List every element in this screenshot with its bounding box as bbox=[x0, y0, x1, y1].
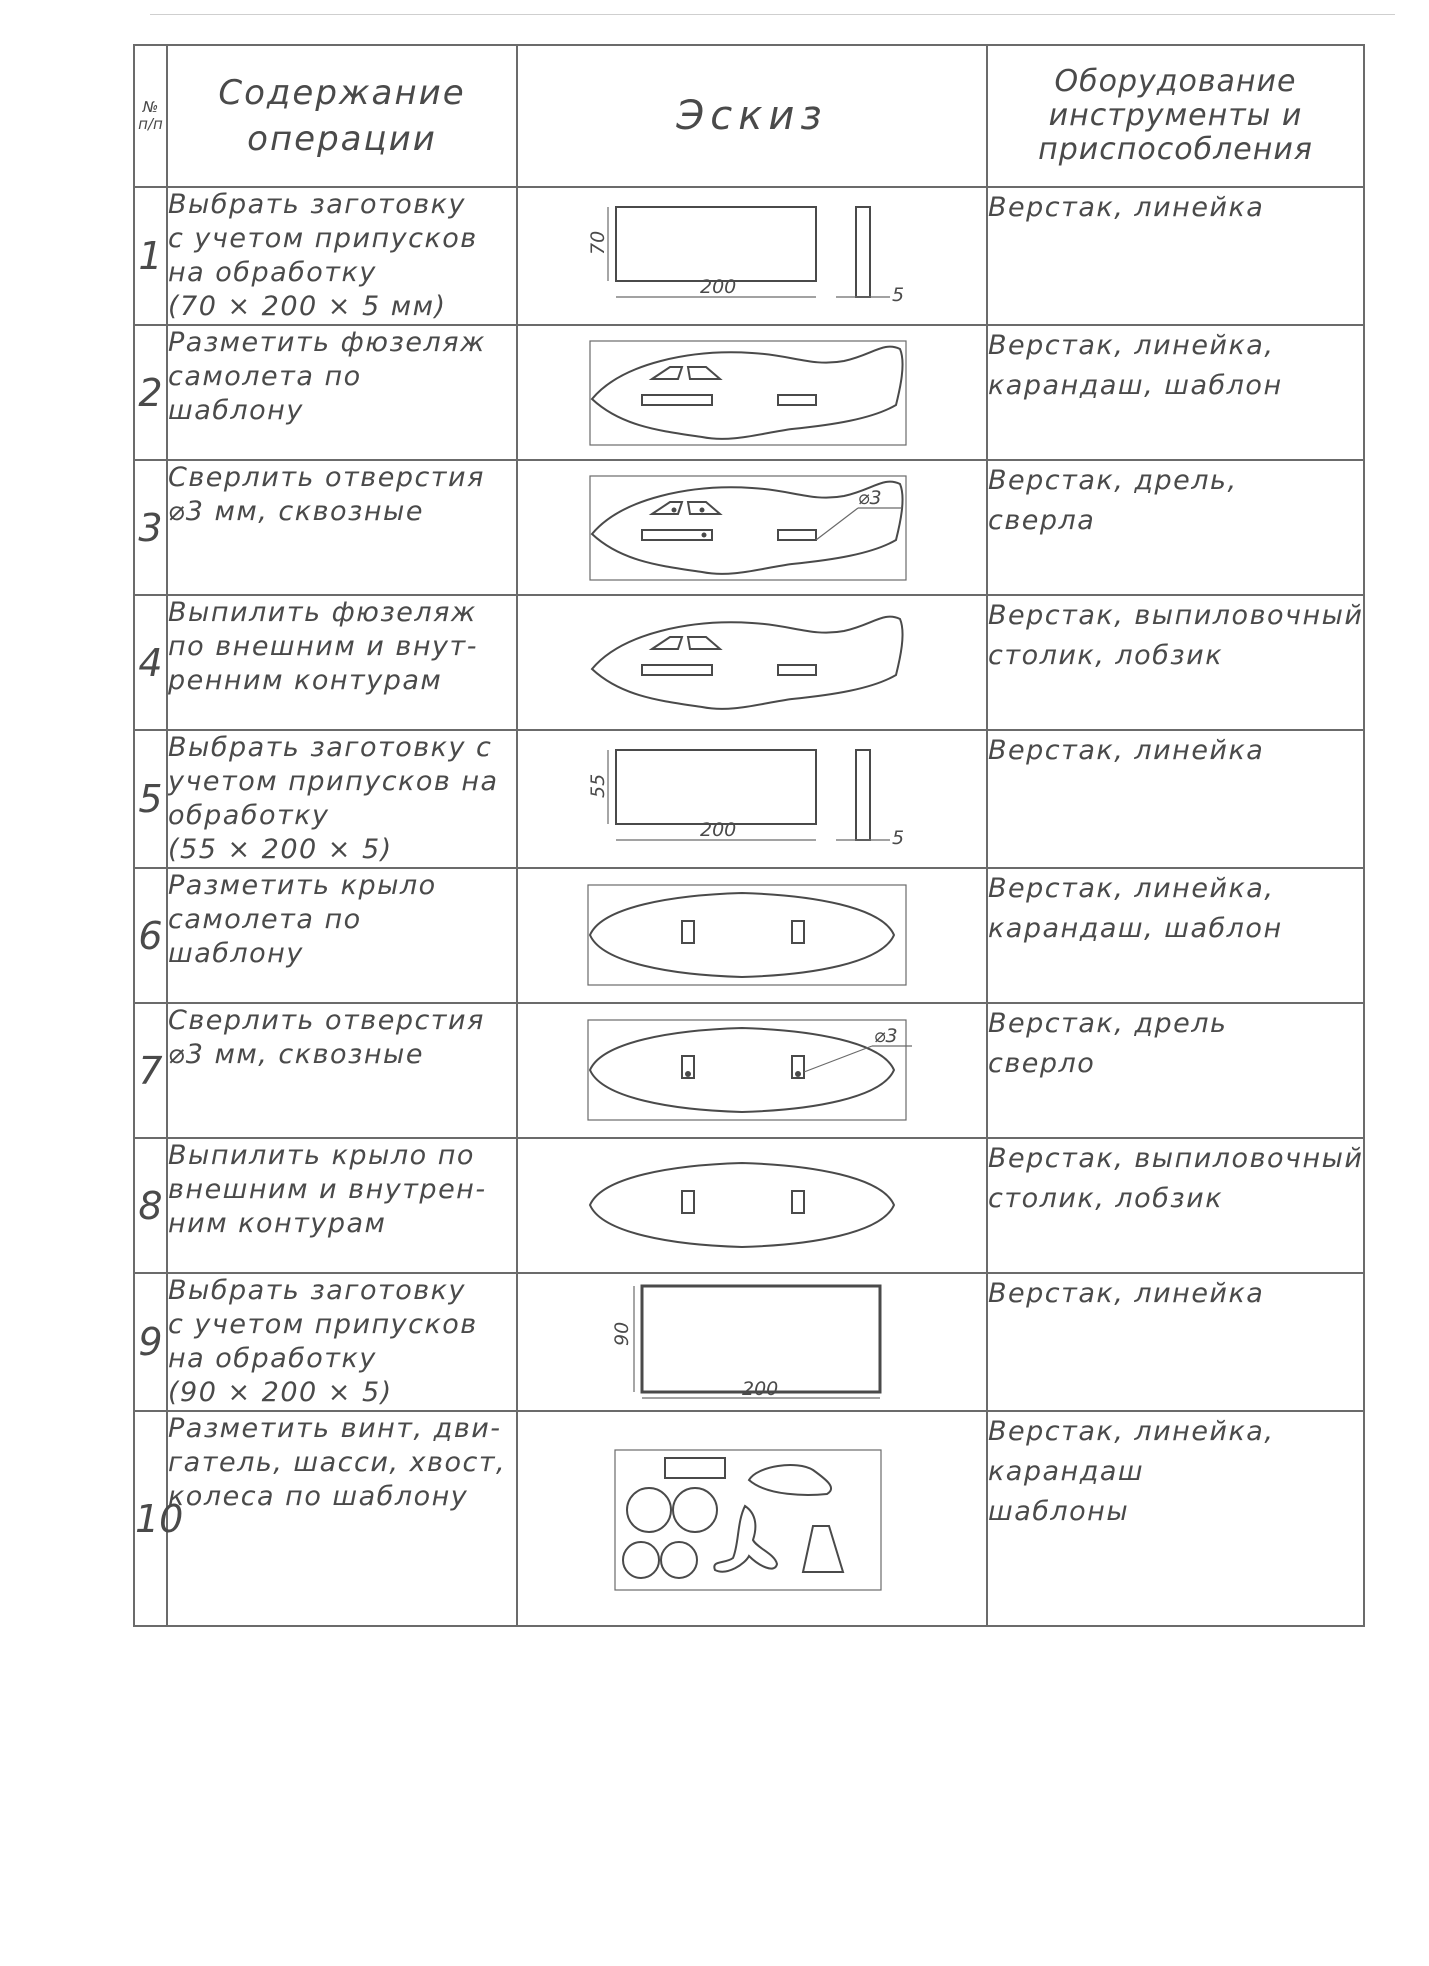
row-number: 9 bbox=[134, 1273, 167, 1411]
operation-cell bbox=[167, 460, 517, 595]
operation-cell bbox=[167, 1003, 517, 1138]
operation-text: Выпилить фюзеляж bbox=[168, 597, 477, 628]
operation-text: шаблону bbox=[168, 938, 304, 969]
sketch-cell bbox=[517, 1273, 987, 1411]
sketch-drawing bbox=[582, 603, 922, 723]
operation-cell bbox=[167, 730, 517, 868]
sketch-cell bbox=[517, 1138, 987, 1273]
sketch-drawing bbox=[582, 197, 922, 315]
operation-cell bbox=[167, 1138, 517, 1273]
operation-text: ⌀3 мм, сквозные bbox=[168, 1039, 424, 1070]
equipment-cell bbox=[987, 460, 1364, 595]
table-row bbox=[134, 1003, 1364, 1138]
operations-table bbox=[133, 44, 1365, 1627]
equipment-cell bbox=[987, 868, 1364, 1003]
table-row bbox=[134, 1138, 1364, 1273]
header-operation: Содержание операции bbox=[167, 45, 517, 187]
header-sketch: Эскиз bbox=[517, 45, 987, 187]
row-number: 6 bbox=[134, 868, 167, 1003]
dim-length: 200 bbox=[700, 819, 737, 841]
equipment-cell bbox=[987, 325, 1364, 460]
operation-text: ним контурам bbox=[168, 1208, 387, 1239]
equipment-cell bbox=[987, 1003, 1364, 1138]
table-row bbox=[134, 1411, 1364, 1626]
operation-cell bbox=[167, 325, 517, 460]
operation-text: самолета по bbox=[168, 904, 362, 935]
equipment-cell bbox=[987, 730, 1364, 868]
equipment-text: Верстак, линейка, bbox=[988, 873, 1275, 904]
row-number: 5 bbox=[134, 730, 167, 868]
equipment-text: Верстак, линейка bbox=[988, 735, 1265, 766]
equipment-text: Верстак, выпиловочный bbox=[988, 1143, 1363, 1174]
sketch-drawing bbox=[582, 877, 922, 995]
operation-text: Разметить винт, дви- bbox=[168, 1413, 502, 1444]
equipment-text: карандаш, шаблон bbox=[988, 370, 1283, 401]
equipment-text: сверла bbox=[988, 505, 1096, 536]
hole-label: ⌀3 bbox=[874, 1024, 898, 1047]
operation-text: на обработку bbox=[168, 1343, 377, 1374]
operation-cell bbox=[167, 1273, 517, 1411]
equipment-text: Верстак, линейка, bbox=[988, 1416, 1275, 1447]
row-number: 3 bbox=[134, 460, 167, 595]
operation-text: самолета по bbox=[168, 361, 362, 392]
sketch-drawing bbox=[607, 1444, 897, 1594]
equipment-text: столик, лобзик bbox=[988, 1183, 1224, 1214]
operation-text: ⌀3 мм, сквозные bbox=[168, 496, 424, 527]
operation-text: Выпилить крыло по bbox=[168, 1140, 475, 1171]
table-row bbox=[134, 868, 1364, 1003]
row-number: 10 bbox=[134, 1411, 167, 1626]
operation-text: Выбрать заготовку bbox=[168, 1275, 466, 1306]
table-row bbox=[134, 1273, 1364, 1411]
equipment-text: Верстак, линейка bbox=[988, 192, 1265, 223]
sketch-cell bbox=[517, 325, 987, 460]
dim-thickness: 5 bbox=[892, 827, 905, 849]
dim-height: 55 bbox=[587, 773, 609, 798]
operation-text: Сверлить отверстия bbox=[168, 462, 485, 493]
dim-length: 200 bbox=[742, 1378, 779, 1400]
sketch-cell bbox=[517, 187, 987, 325]
row-number: 1 bbox=[134, 187, 167, 325]
sketch-drawing bbox=[582, 333, 922, 453]
equipment-text: столик, лобзик bbox=[988, 640, 1224, 671]
sketch-drawing bbox=[582, 1147, 922, 1265]
row-number: 2 bbox=[134, 325, 167, 460]
equipment-cell bbox=[987, 595, 1364, 730]
table-row bbox=[134, 325, 1364, 460]
operation-text: Разметить крыло bbox=[168, 870, 437, 901]
equipment-text: Верстак, линейка bbox=[988, 1278, 1265, 1309]
equipment-cell bbox=[987, 1138, 1364, 1273]
table-row bbox=[134, 460, 1364, 595]
operation-text: гатель, шасси, хвост, bbox=[168, 1447, 507, 1478]
table-row bbox=[134, 730, 1364, 868]
sketch-cell bbox=[517, 460, 987, 595]
row-number: 8 bbox=[134, 1138, 167, 1273]
operation-text: (70 × 200 × 5 мм) bbox=[168, 291, 447, 322]
table-row bbox=[134, 187, 1364, 325]
equipment-text: Верстак, выпиловочный bbox=[988, 600, 1363, 631]
dim-length: 200 bbox=[700, 276, 737, 298]
operation-text: ренним контурам bbox=[168, 665, 443, 696]
operation-text: (90 × 200 × 5) bbox=[168, 1377, 393, 1408]
operation-text: учетом припусков на bbox=[168, 766, 499, 797]
operation-cell bbox=[167, 868, 517, 1003]
equipment-text: карандаш, шаблон bbox=[988, 913, 1283, 944]
operation-text: на обработку bbox=[168, 257, 377, 288]
sketch-cell bbox=[517, 1003, 987, 1138]
equipment-text: сверло bbox=[988, 1048, 1096, 1079]
equipment-text: шаблоны bbox=[988, 1496, 1130, 1527]
sketch-cell bbox=[517, 1411, 987, 1626]
row-number: 7 bbox=[134, 1003, 167, 1138]
page-edge-line bbox=[150, 14, 1395, 15]
operation-text: по внешним и внут- bbox=[168, 631, 478, 662]
operation-cell bbox=[167, 1411, 517, 1626]
header-equipment: Оборудование инструменты и приспособления bbox=[987, 45, 1364, 187]
operation-text: с учетом припусков bbox=[168, 223, 478, 254]
operation-cell bbox=[167, 187, 517, 325]
equipment-text: Верстак, дрель bbox=[988, 1008, 1228, 1039]
equipment-cell bbox=[987, 1411, 1364, 1626]
operation-text: Выбрать заготовку с bbox=[168, 732, 493, 763]
equipment-cell bbox=[987, 1273, 1364, 1411]
sketch-drawing bbox=[582, 468, 922, 588]
operation-text: Разметить фюзеляж bbox=[168, 327, 486, 358]
equipment-text: Верстак, дрель, bbox=[988, 465, 1238, 496]
operation-text: внешним и внутрен- bbox=[168, 1174, 487, 1205]
operation-cell bbox=[167, 595, 517, 730]
equipment-cell bbox=[987, 187, 1364, 325]
operation-text: (55 × 200 × 5) bbox=[168, 834, 393, 865]
table-row bbox=[134, 595, 1364, 730]
dim-height: 70 bbox=[587, 230, 609, 255]
sketch-cell bbox=[517, 868, 987, 1003]
table-body bbox=[134, 187, 1364, 1626]
operation-text: Сверлить отверстия bbox=[168, 1005, 485, 1036]
operation-text: шаблону bbox=[168, 395, 304, 426]
row-number: 4 bbox=[134, 595, 167, 730]
operation-text: с учетом припусков bbox=[168, 1309, 478, 1340]
operation-text: Выбрать заготовку bbox=[168, 189, 466, 220]
table-header-row bbox=[134, 45, 1364, 187]
dim-thickness: 5 bbox=[892, 284, 905, 306]
hole-label: ⌀3 bbox=[858, 486, 882, 509]
sketch-drawing bbox=[582, 1012, 922, 1130]
operation-text: колеса по шаблону bbox=[168, 1481, 469, 1512]
equipment-text: карандаш bbox=[988, 1456, 1145, 1487]
sketch-cell bbox=[517, 730, 987, 868]
sketch-drawing bbox=[582, 740, 922, 858]
equipment-text: Верстак, линейка, bbox=[988, 330, 1275, 361]
operation-text: обработку bbox=[168, 800, 330, 831]
sketch-cell bbox=[517, 595, 987, 730]
dim-height: 90 bbox=[611, 1321, 633, 1346]
header-number: № п/п bbox=[134, 45, 167, 187]
sketch-drawing bbox=[602, 1280, 902, 1404]
